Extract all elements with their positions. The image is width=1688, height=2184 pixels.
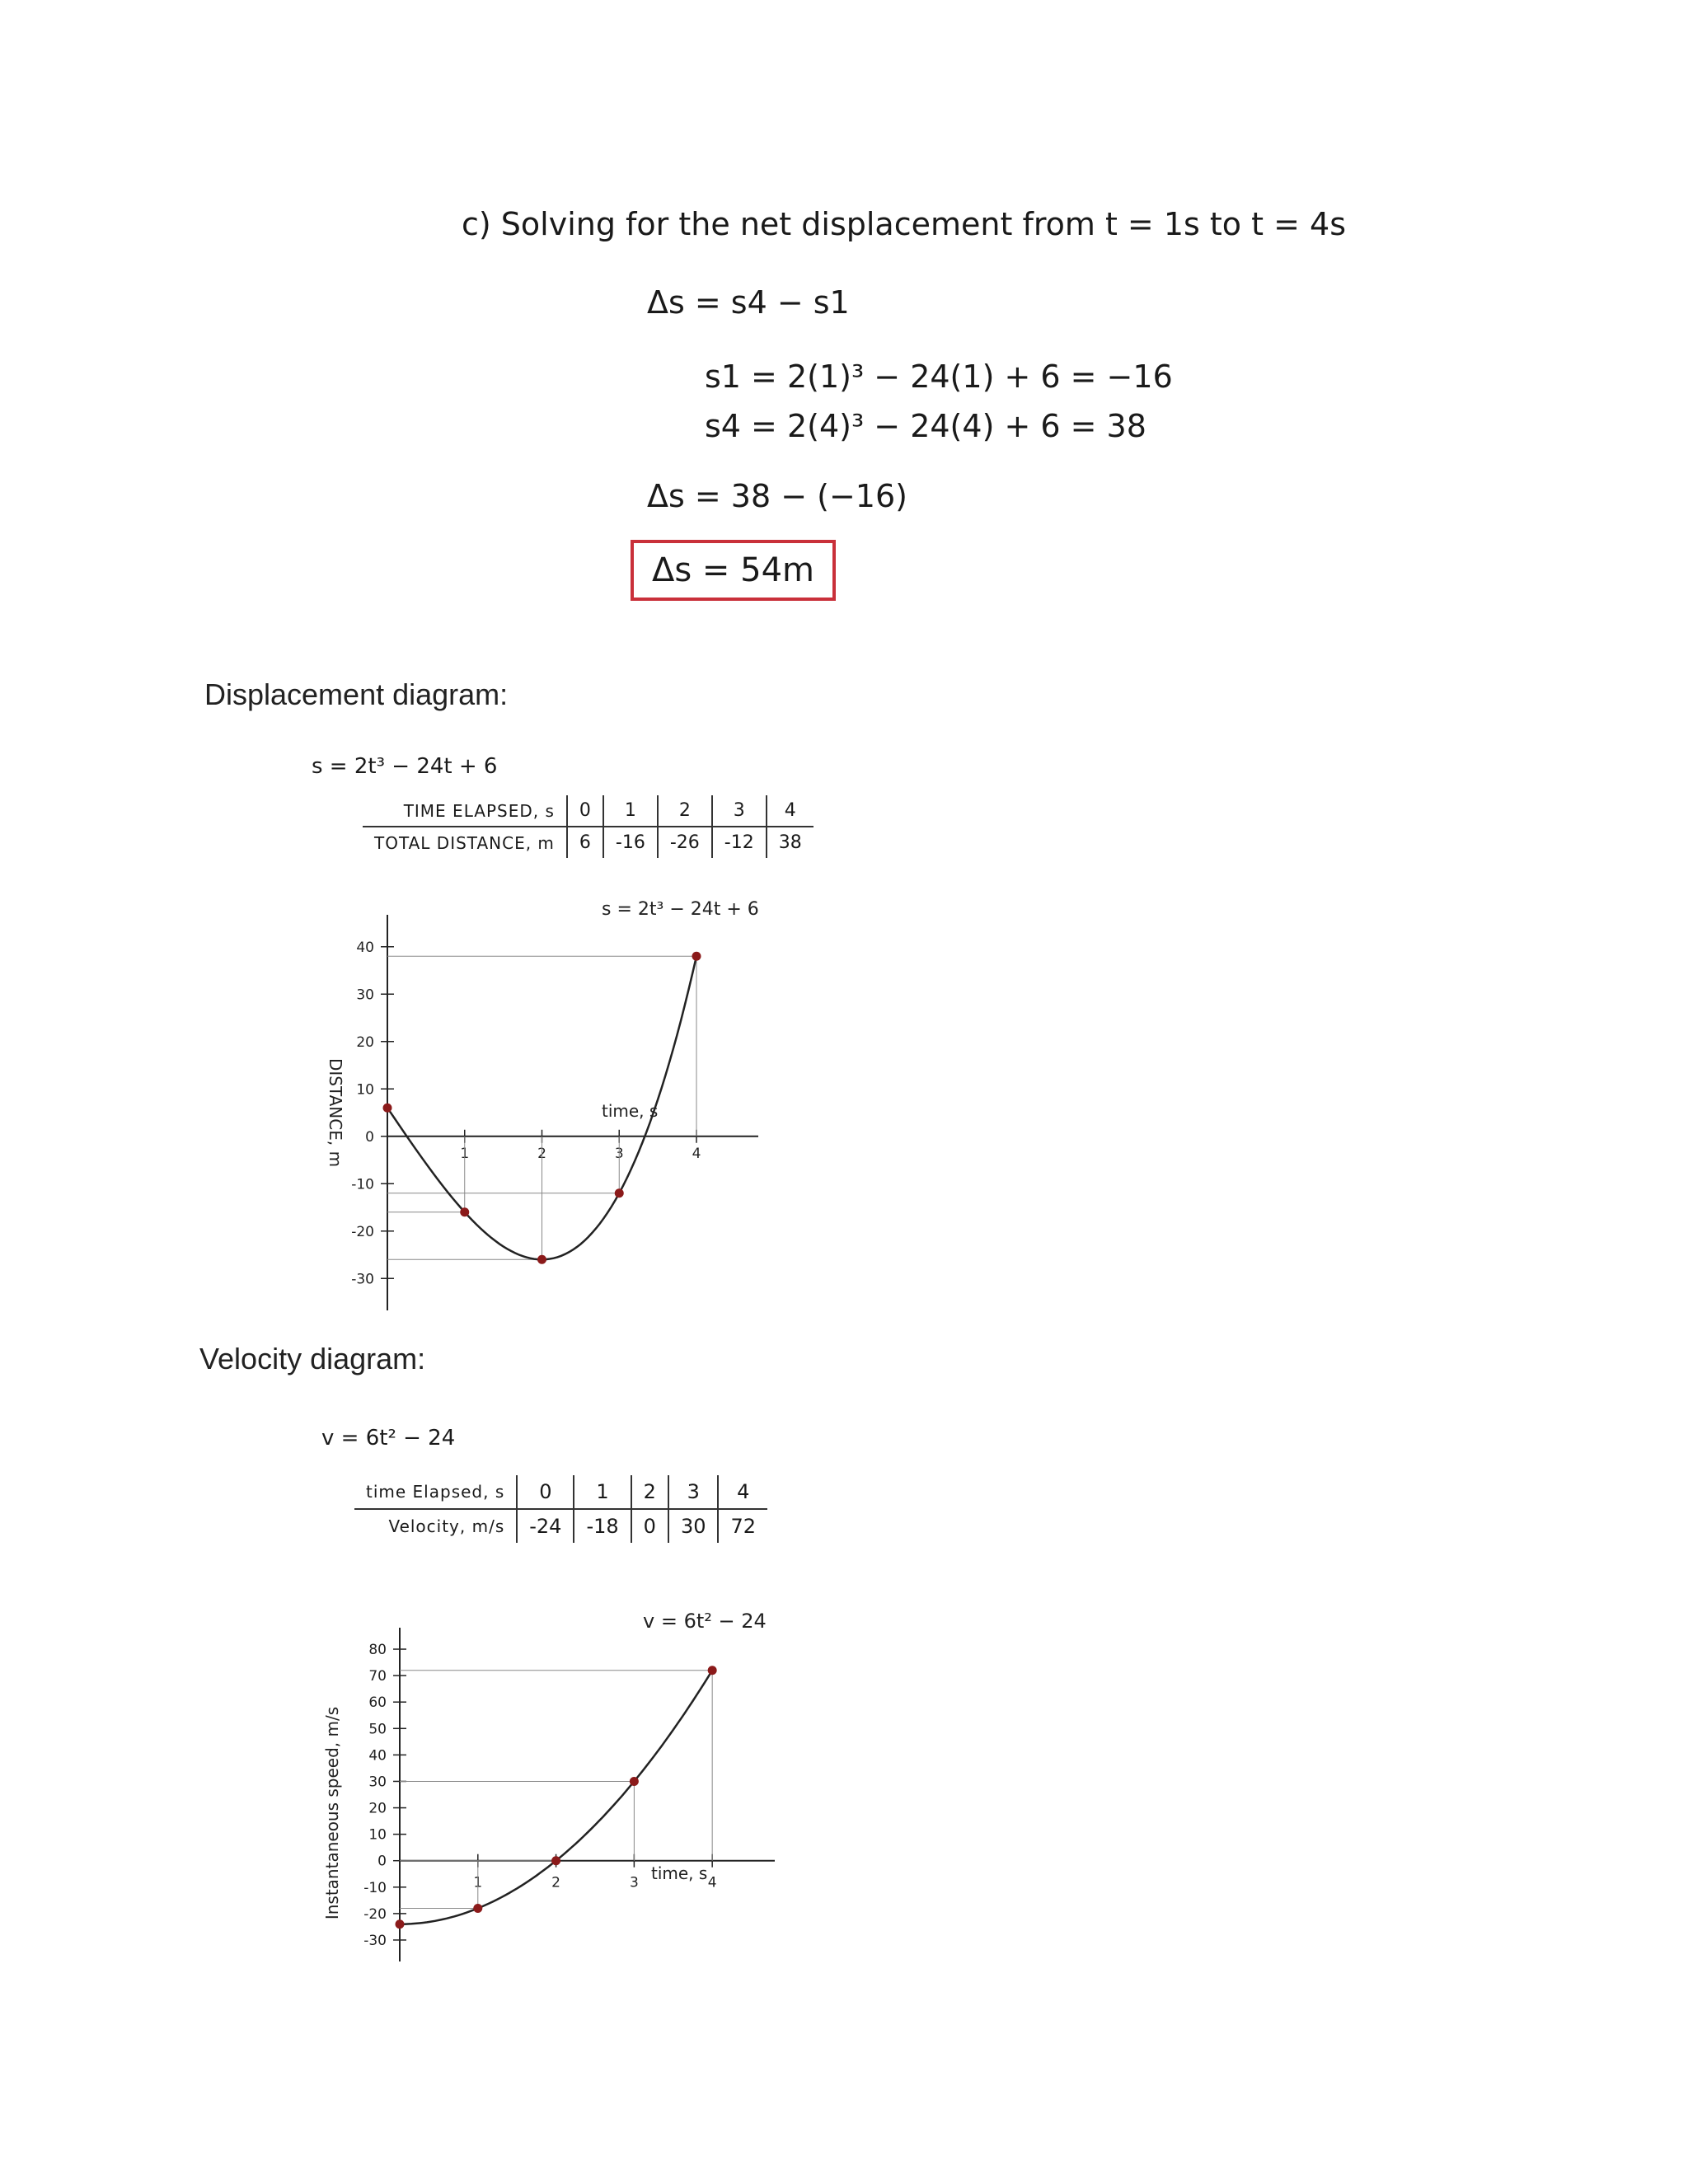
data-point [460,1207,469,1216]
y-tick-label: 40 [368,1747,387,1765]
y-tick-label: -10 [363,1879,387,1896]
table-cell: 2 [658,795,712,827]
table-cell: 2 [631,1475,668,1509]
table-cell: -18 [574,1509,631,1543]
x-tick-label: 3 [629,1874,639,1891]
y-tick-label: 70 [368,1668,387,1685]
solution-heading: c) Solving for the net displacement from t = 1s to t = 4s [462,206,1346,242]
y-tick-label: 80 [368,1642,387,1659]
y-tick-label: 30 [368,1774,387,1791]
y-tick-label: 10 [356,1081,374,1099]
data-point [396,1919,405,1929]
data-point [615,1188,624,1197]
y-tick-label: -20 [351,1223,374,1240]
y-tick-label: 30 [356,987,374,1004]
y-tick-label: 60 [368,1694,387,1712]
table-cell: 6 [567,827,603,858]
y-tick-label: -20 [363,1905,387,1923]
table-cell: 4 [767,795,814,827]
y-tick-label: -30 [363,1932,387,1949]
answer-text: Δs = 54m [652,551,815,589]
velocity-x-label: time, s [651,1863,708,1883]
data-point [551,1856,560,1865]
table-cell: 38 [767,827,814,858]
data-point [537,1255,546,1264]
displacement-curve-label: s = 2t³ − 24t + 6 [602,899,759,920]
table-cell: 0 [567,795,603,827]
x-tick-label: 3 [614,1145,624,1162]
x-tick-label: 4 [707,1874,717,1891]
table-cell: -16 [603,827,658,858]
displacement-table [363,795,814,858]
table-row-label: TIME ELAPSED, s [363,795,567,827]
equation-delta-s: Δs = s4 − s1 [647,284,850,321]
velocity-caption: Velocity diagram: [199,1342,426,1376]
displacement-caption: Displacement diagram: [204,677,509,711]
data-point [692,952,701,961]
y-tick-label: 0 [365,1128,374,1146]
equation-difference: Δs = 38 − (−16) [647,478,907,514]
y-tick-label: 50 [368,1721,387,1738]
y-tick-label: -10 [351,1176,374,1193]
velocity-y-label: Instantaneous speed, m/s [322,1706,342,1920]
table-cell: 72 [718,1509,767,1543]
table-cell: 3 [668,1475,719,1509]
data-point [383,1104,392,1113]
table-cell: 1 [603,795,658,827]
velocity-table [354,1475,767,1543]
equation-s4: s4 = 2(4)³ − 24(4) + 6 = 38 [705,408,1146,444]
y-tick-label: 20 [368,1800,387,1817]
velocity-curve-label: v = 6t² − 24 [643,1610,767,1633]
table-row-label: time Elapsed, s [354,1475,517,1509]
x-tick-label: 2 [537,1145,546,1162]
table-cell: -24 [517,1509,574,1543]
table-cell: -26 [658,827,712,858]
y-tick-label: 40 [356,939,374,956]
x-tick-label: 2 [551,1874,560,1891]
solution-block [462,206,1346,651]
velocity-chart [313,1607,824,1970]
displacement-y-label: DISTANCE, m [326,1057,345,1168]
table-cell: 0 [517,1475,574,1509]
displacement-formula: s = 2t³ − 24t + 6 [312,754,498,779]
table-cell: 3 [712,795,767,827]
table-cell: 0 [631,1509,668,1543]
displacement-x-label: time, s [602,1101,659,1121]
data-point [708,1666,717,1675]
table-cell: 30 [668,1509,719,1543]
table-cell: -12 [712,827,767,858]
x-tick-label: 4 [692,1145,701,1162]
y-tick-label: 0 [377,1853,387,1870]
data-point [630,1777,639,1786]
table-cell: 1 [574,1475,631,1509]
equation-s1: s1 = 2(1)³ − 24(1) + 6 = −16 [705,359,1173,395]
x-tick-label: 1 [473,1874,483,1891]
data-point [473,1904,482,1913]
table-row-label: Velocity, m/s [388,1516,505,1536]
answer-box [631,540,836,601]
y-tick-label: 10 [368,1826,387,1844]
x-tick-label: 1 [460,1145,470,1162]
table-row-label: TOTAL DISTANCE, m [374,832,555,853]
table-cell: 4 [718,1475,767,1509]
displacement-chart [297,890,808,1319]
y-tick-label: 20 [356,1033,374,1051]
y-tick-label: -30 [351,1271,374,1288]
velocity-formula: v = 6t² − 24 [321,1426,456,1451]
